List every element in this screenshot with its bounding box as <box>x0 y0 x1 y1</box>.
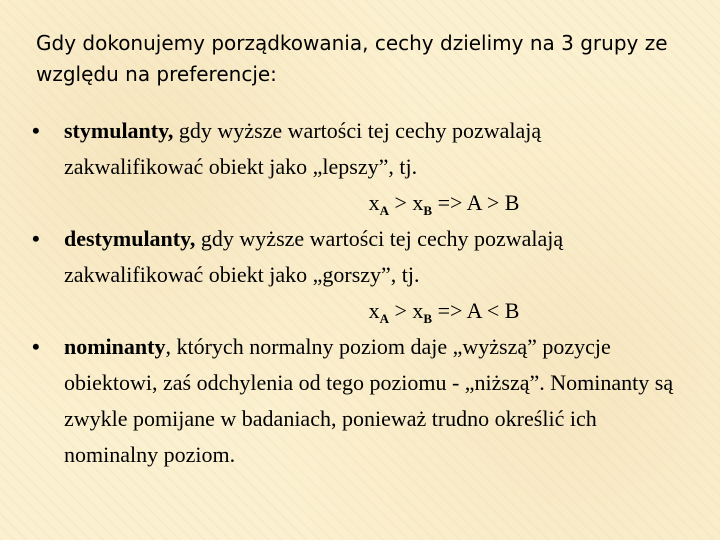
term-destymulanty: destymulanty, <box>64 226 196 251</box>
term-nominanty: nominanty <box>64 334 166 359</box>
list-item-stymulanty <box>0 113 684 221</box>
description-destymulanty: gdy wyższe wartości tej cechy pozwalają zakwalifikować obiekt jako „gorszy”, tj. <box>64 226 564 287</box>
formula-x: x <box>368 298 380 323</box>
description-nominanty: , których normalny poziom daje „wyższą” pozycje obiektowi, zaś odchylenia od tego poziomu - „niższą”. Nominanty są zwykle pomijane w badaniach, ponieważ trudno określić ich nominalny poziom. <box>64 334 674 467</box>
list-item-nominanty <box>0 329 684 473</box>
bullet-icon: • <box>32 226 40 251</box>
formula-subscript-a: A <box>379 311 389 326</box>
list-item-destymulanty <box>0 221 684 329</box>
formula-subscript-b: B <box>423 203 433 218</box>
formula-x: x <box>368 190 380 215</box>
description-stymulanty: gdy wyższe wartości tej cechy pozwalają zakwalifikować obiekt jako „lepszy”, tj. <box>64 118 542 179</box>
term-stymulanty: stymulanty, <box>64 118 174 143</box>
bullet-icon: • <box>32 334 40 359</box>
formula-subscript-a: A <box>379 203 389 218</box>
formula-subscript-b: B <box>423 311 433 326</box>
criteria-list <box>0 113 720 473</box>
formula-operator: > x <box>388 190 424 215</box>
formula-result: => A < B <box>432 298 520 323</box>
formula-destymulanty <box>0 293 684 329</box>
formula-operator: > x <box>388 298 424 323</box>
formula-stymulanty <box>0 185 684 221</box>
intro-text: Gdy dokonujemy porządkowania, cechy dzielimy na 3 grupy ze względu na preferencje: <box>36 31 668 86</box>
bullet-icon: • <box>32 118 40 143</box>
formula-result: => A > B <box>432 190 520 215</box>
